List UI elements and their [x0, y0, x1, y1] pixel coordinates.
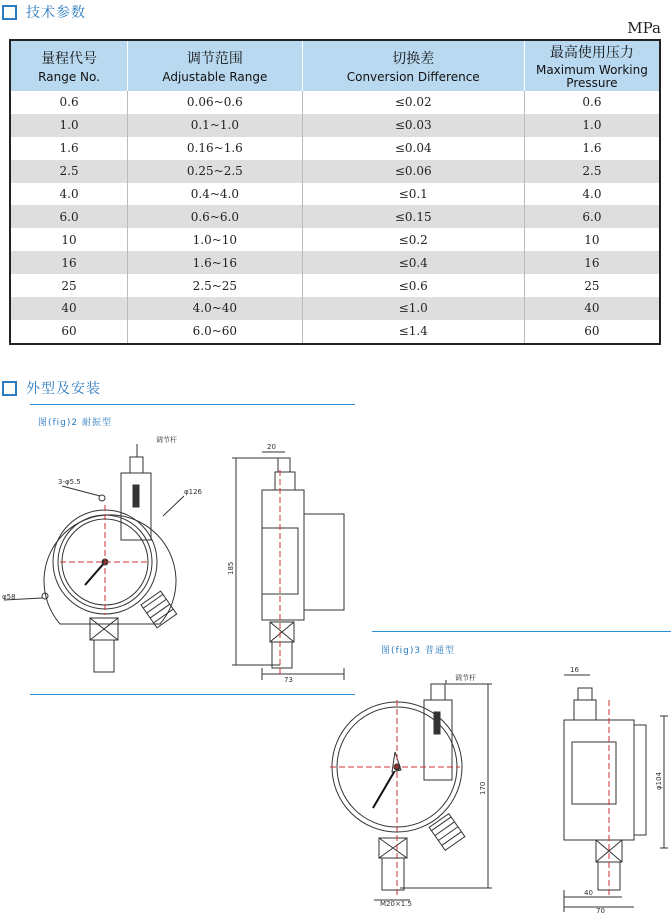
- section-title: 外型及安装: [26, 381, 101, 397]
- table-cell: 0.6: [59, 95, 79, 110]
- fig2-caption: 图(fig)2 耐振型: [38, 418, 112, 428]
- fig2-dim-pcd: φ126: [184, 488, 202, 496]
- table-cell: 40: [524, 297, 660, 320]
- table-cell: 10: [61, 232, 77, 247]
- unit-label: MPa: [627, 19, 661, 37]
- fig2-dim-depth: 73: [284, 676, 293, 684]
- table-cell: ≤0.15: [302, 205, 524, 228]
- table-cell: ≤0.4: [302, 251, 524, 274]
- table-cell: 6.0: [524, 205, 660, 228]
- table-cell: 0.25~2.5: [128, 160, 302, 183]
- table-cell: 16: [524, 251, 660, 274]
- fig2-dim-height: 185: [227, 561, 235, 575]
- table-cell: ≤1.4: [302, 320, 524, 344]
- table-cell: 4.0: [524, 183, 660, 206]
- table-cell: 6.0~60: [128, 320, 302, 344]
- table-cell: 40: [10, 297, 128, 320]
- header-conversion-difference: 切换差 Conversion Difference: [302, 40, 524, 91]
- header-max-pressure: 最高使用压力 Maximum Working Pressure: [524, 40, 660, 91]
- table-cell: 0.1~1.0: [128, 114, 302, 137]
- table-cell: ≤0.06: [302, 160, 524, 183]
- fig3-caption: 图(fig)3 普通型: [381, 646, 455, 656]
- table-cell: ≤0.04: [302, 137, 524, 160]
- table-cell: ≤0.6: [302, 274, 524, 297]
- table-cell: 2.5: [10, 160, 128, 183]
- table-cell: 60: [61, 324, 77, 339]
- header-range-no: 量程代号 Range No.: [10, 40, 128, 91]
- table-cell: ≤1.0: [302, 297, 524, 320]
- fig3-dim-adjust: 调节杆: [455, 674, 476, 682]
- fig3-dim-width: 16: [570, 666, 579, 674]
- fig2-dim-width: 20: [267, 443, 276, 451]
- fig2-side-view: [232, 452, 344, 680]
- fig3-front-view: [330, 680, 492, 900]
- table-cell: 6.0: [10, 205, 128, 228]
- table-cell: 1.0: [10, 114, 128, 137]
- table-cell: 0.6: [524, 91, 660, 114]
- table-cell: 25: [61, 278, 77, 293]
- fig3-side-view: [564, 675, 668, 912]
- table-cell: 4.0: [59, 187, 79, 201]
- fig3-dim-thread: M20×1.5: [380, 900, 412, 908]
- table-cell: 2.5~25: [128, 274, 302, 297]
- table-cell: 16: [10, 251, 128, 274]
- table-cell: 2.5: [524, 160, 660, 183]
- fig2-front-view: [4, 444, 184, 672]
- table-cell: ≤0.02: [302, 91, 524, 114]
- table-cell: 0.16~1.6: [128, 137, 302, 160]
- fig3-dim-base: 40: [584, 889, 593, 897]
- table-cell: ≤0.03: [302, 114, 524, 137]
- table-cell: 1.6: [59, 141, 79, 156]
- section-title: 技术参数: [26, 5, 86, 21]
- table-cell: 1.0: [524, 114, 660, 137]
- table-cell: 1.6: [524, 137, 660, 160]
- table-cell: 1.6~16: [128, 251, 302, 274]
- table-cell: 60: [524, 320, 660, 344]
- fig2-dim-holes: 3-φ5.5: [58, 478, 81, 486]
- table-cell: 10: [524, 228, 660, 251]
- table-cell: ≤0.1: [302, 183, 524, 206]
- header-adjustable-range: 调节范围 Adjustable Range: [128, 40, 302, 91]
- table-cell: 0.6~6.0: [128, 205, 302, 228]
- fig2-dim-mount: φ58: [2, 593, 16, 601]
- fig3-dim-depth: 70: [596, 907, 605, 915]
- fig2-dim-adjust: 调节杆: [156, 436, 177, 444]
- fig3-dim-dia: φ104: [655, 772, 663, 790]
- table-cell: 25: [524, 274, 660, 297]
- table-cell: 0.06~0.6: [128, 91, 302, 114]
- fig3-dim-height: 170: [479, 781, 487, 795]
- table-cell: 0.4~4.0: [128, 183, 302, 206]
- table-cell: 1.0~10: [128, 228, 302, 251]
- table-cell: 4.0~40: [128, 297, 302, 320]
- table-cell: ≤0.2: [302, 228, 524, 251]
